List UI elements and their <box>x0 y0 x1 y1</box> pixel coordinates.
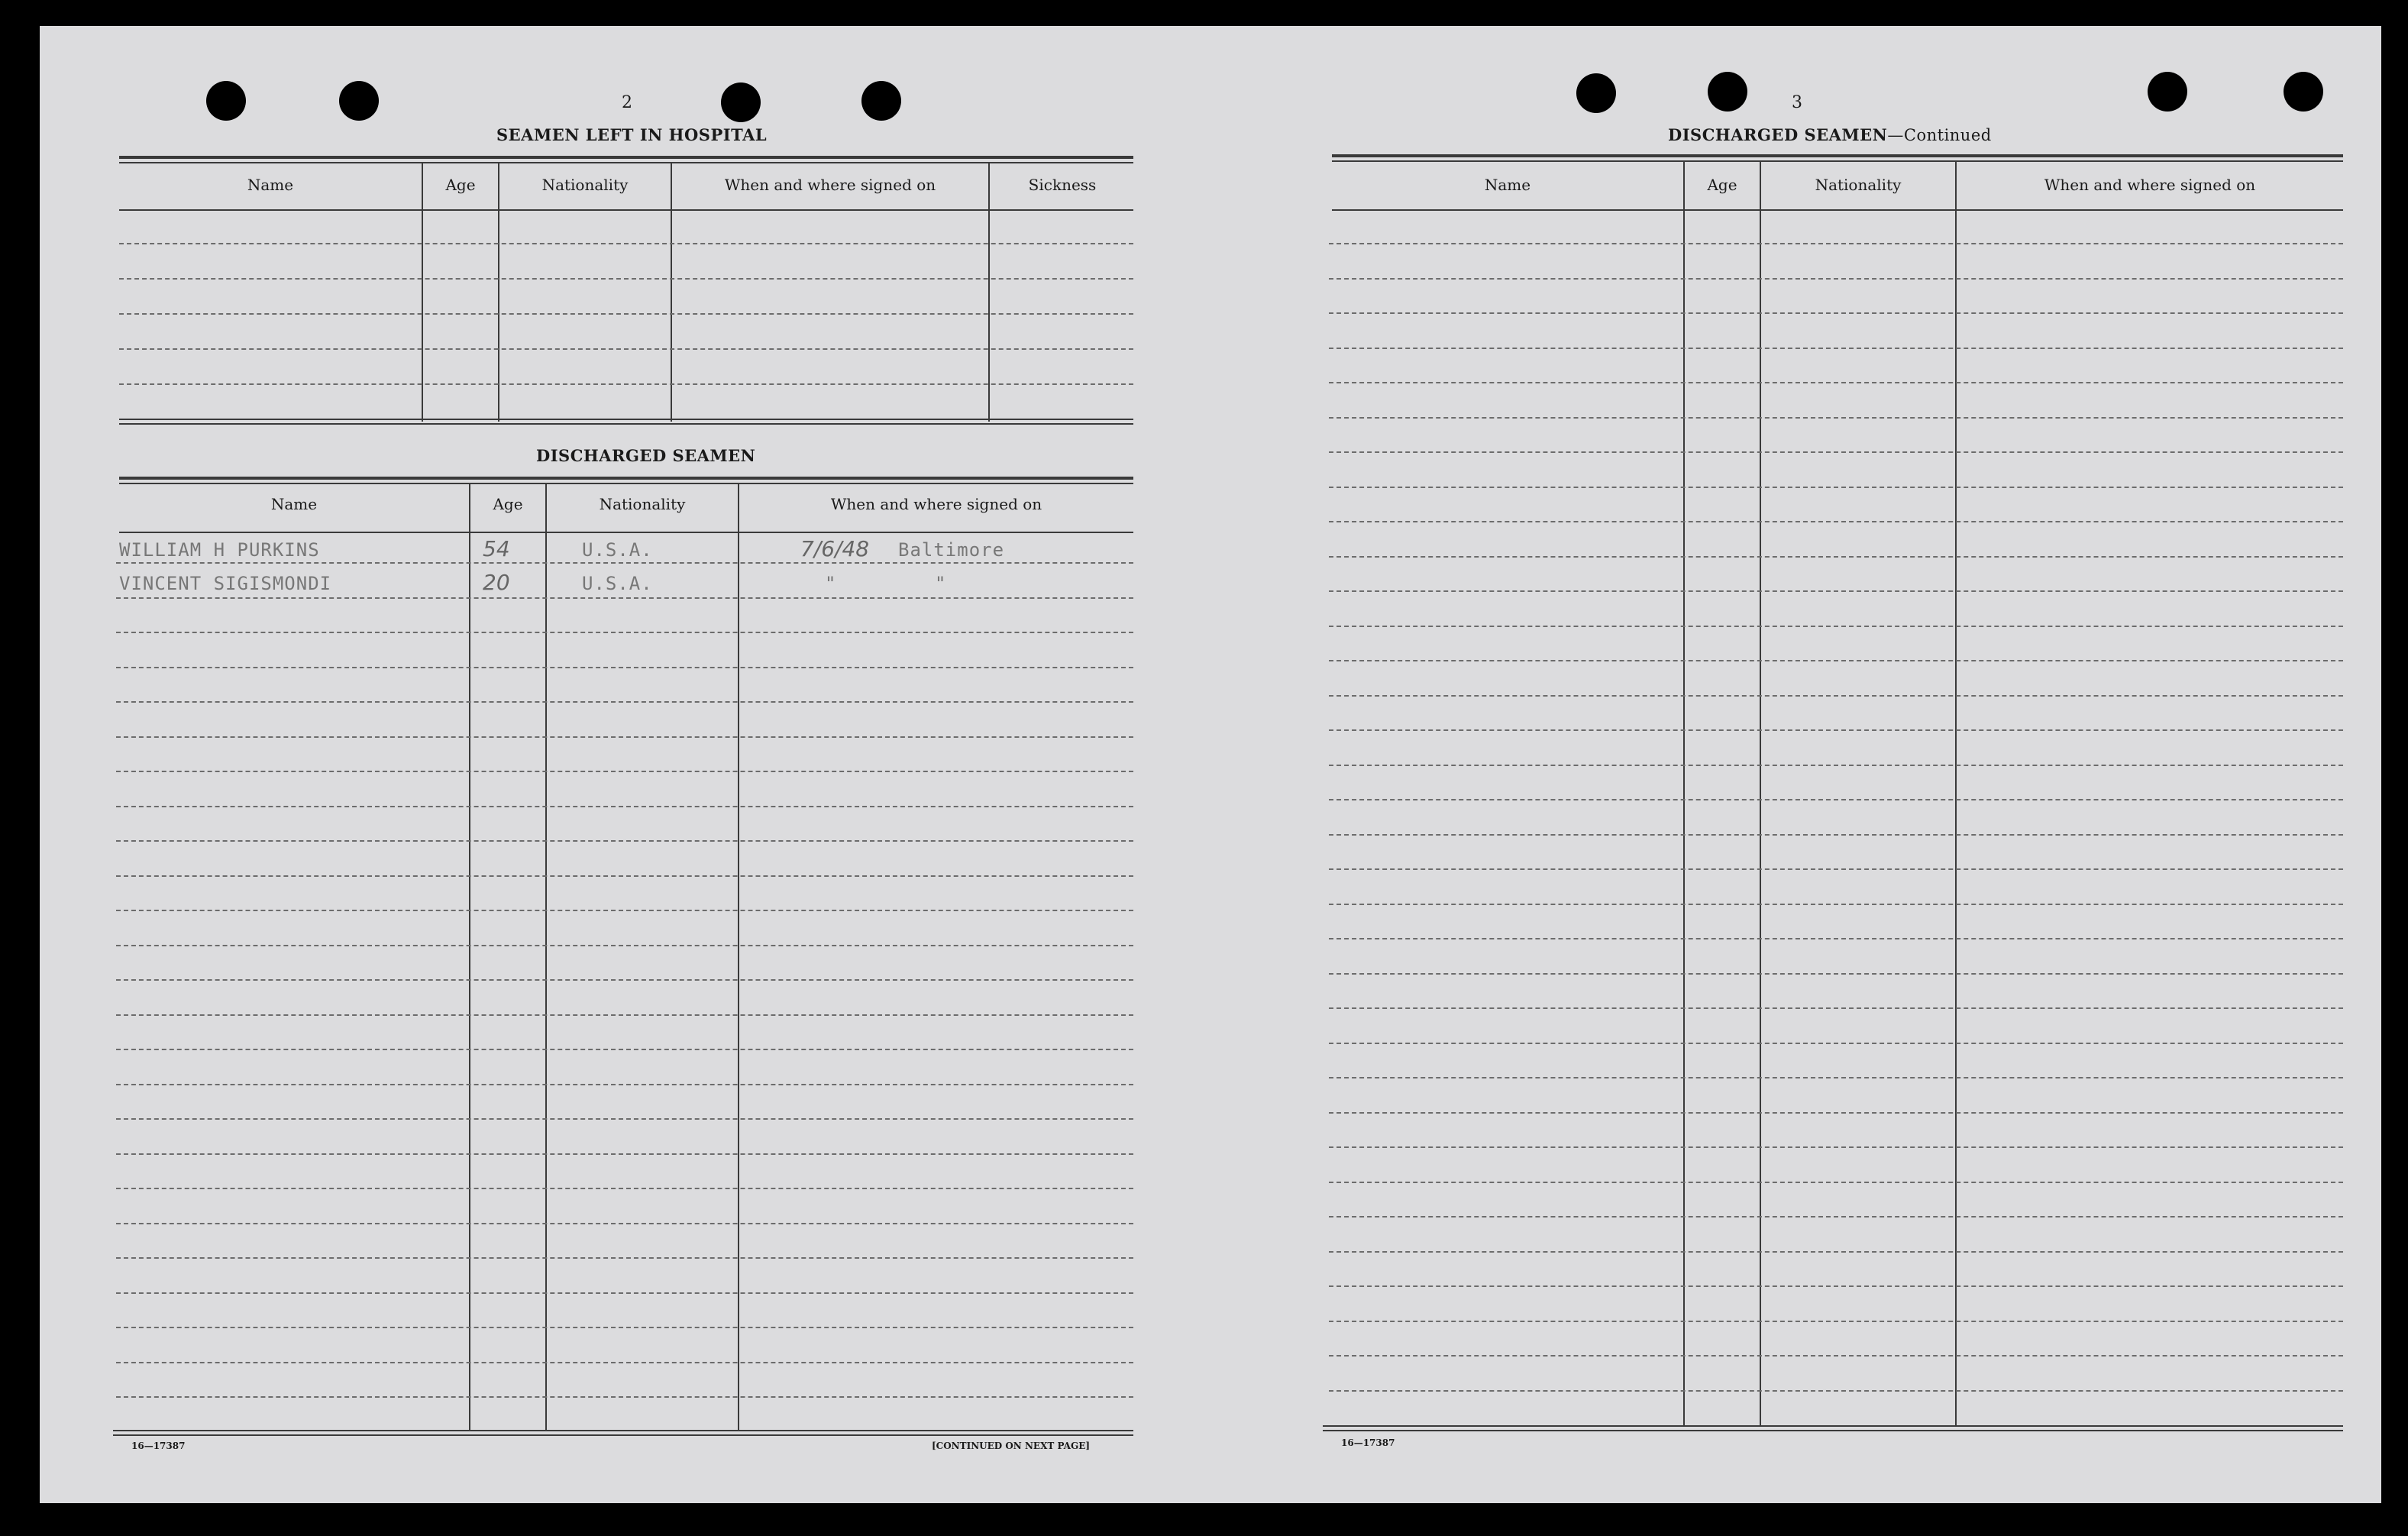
column-header-name: Name <box>270 495 318 513</box>
row-line <box>119 313 1133 315</box>
row-line <box>1329 417 2343 419</box>
row-line <box>1329 312 2343 314</box>
header-bottom-rule <box>1332 209 2343 211</box>
table-cell-name: WILLIAM H PURKINS <box>119 539 320 561</box>
row-line <box>116 1327 1133 1328</box>
column-header-name: Name <box>1484 176 1531 194</box>
row-line <box>116 632 1133 633</box>
row-line <box>116 1188 1133 1189</box>
row-line <box>116 910 1133 911</box>
form-number: 16—17387 <box>131 1441 186 1451</box>
column-header-when-where: When and where signed on <box>830 495 1042 513</box>
row-line <box>116 1292 1133 1294</box>
page-number: 2 <box>622 93 632 112</box>
page-number: 3 <box>1792 93 1802 112</box>
table-cell-age: 20 <box>483 570 510 595</box>
row-line <box>116 806 1133 807</box>
punch-hole <box>2148 72 2187 112</box>
row-line <box>1329 834 2343 836</box>
row-line <box>116 1257 1133 1259</box>
row-line <box>1329 660 2343 661</box>
punch-hole <box>721 82 761 122</box>
table-cell-age: 54 <box>483 536 510 561</box>
column-header-when-where: When and where signed on <box>724 176 936 194</box>
column-header-nationality: Nationality <box>1815 176 1902 194</box>
continued-note: [CONTINUED ON NEXT PAGE] <box>932 1441 1091 1451</box>
row-line <box>1329 1390 2343 1392</box>
punch-hole <box>206 81 246 121</box>
discharged-continued-title <box>1668 125 1992 144</box>
row-line <box>1329 1077 2343 1078</box>
left-page <box>40 26 1185 1503</box>
column-header-nationality: Nationality <box>541 176 629 194</box>
column-header-name: Name <box>247 176 294 194</box>
row-line <box>1329 938 2343 939</box>
column-divider <box>1955 162 1957 1427</box>
table-cell-date: " <box>825 573 837 594</box>
row-line <box>1329 973 2343 975</box>
punch-hole <box>339 81 379 121</box>
row-line <box>1329 487 2343 488</box>
row-line <box>116 1153 1133 1155</box>
row-line <box>116 875 1133 877</box>
row-line <box>1329 1043 2343 1044</box>
row-line <box>1329 243 2343 244</box>
punch-hole <box>2284 72 2323 112</box>
row-line <box>116 1396 1133 1398</box>
header-bottom-rule <box>119 209 1133 211</box>
row-line <box>116 1118 1133 1120</box>
table-cell-place: Baltimore <box>898 539 1005 561</box>
row-line <box>1329 1285 2343 1287</box>
table-top-rule <box>1332 154 2343 157</box>
column-header-when-where: When and where signed on <box>2044 176 2256 194</box>
title-suffix: —Continued <box>1887 126 1992 144</box>
header-bottom-rule <box>119 532 1133 533</box>
punch-hole <box>1576 73 1616 113</box>
row-line <box>1329 1007 2343 1009</box>
row-line <box>1329 1182 2343 1183</box>
row-line <box>1329 1321 2343 1322</box>
hospital-section-title: SEAMEN LEFT IN HOSPITAL <box>496 125 768 144</box>
row-line <box>116 1084 1133 1085</box>
table-top-rule <box>119 483 1133 484</box>
row-line <box>1329 729 2343 731</box>
row-line <box>116 945 1133 946</box>
table-cell-nationality: U.S.A. <box>582 573 653 594</box>
row-line <box>119 348 1133 350</box>
table-cell-name: VINCENT SIGISMONDI <box>119 573 332 594</box>
row-line <box>116 771 1133 772</box>
row-line <box>1329 521 2343 522</box>
column-divider <box>545 484 547 1431</box>
punch-hole <box>861 81 901 121</box>
row-line <box>119 278 1133 280</box>
column-header-age: Age <box>1707 176 1737 194</box>
table-bottom-rule <box>1323 1430 2343 1431</box>
row-line <box>1329 868 2343 870</box>
row-line <box>1329 1112 2343 1114</box>
row-line <box>116 701 1133 703</box>
column-divider <box>1683 162 1685 1427</box>
column-divider <box>469 484 470 1431</box>
column-header-age: Age <box>445 176 476 194</box>
row-line <box>119 383 1133 385</box>
right-page <box>1231 26 2381 1503</box>
row-line <box>1329 451 2343 453</box>
table-bottom-rule <box>113 1434 1133 1436</box>
row-line <box>116 840 1133 842</box>
row-line <box>116 1362 1133 1363</box>
row-line <box>116 1223 1133 1224</box>
row-line <box>1329 765 2343 766</box>
punch-hole <box>1708 72 1747 112</box>
row-line <box>116 562 1133 564</box>
row-line <box>1329 904 2343 905</box>
row-line <box>116 736 1133 738</box>
row-line <box>116 979 1133 981</box>
table-bottom-rule <box>1323 1425 2343 1427</box>
row-line <box>1329 626 2343 627</box>
row-line <box>1329 799 2343 800</box>
table-cell-place: " <box>935 573 947 594</box>
row-line <box>1329 382 2343 383</box>
row-line <box>1329 1355 2343 1357</box>
table-top-rule <box>119 156 1133 159</box>
row-line <box>116 597 1133 599</box>
row-line <box>1329 1216 2343 1217</box>
row-line <box>116 667 1133 668</box>
column-divider <box>738 484 739 1431</box>
discharged-section-title: DISCHARGED SEAMEN <box>536 446 756 465</box>
row-line <box>1329 590 2343 592</box>
row-line <box>1329 1251 2343 1253</box>
row-line <box>116 1049 1133 1050</box>
row-line <box>119 243 1133 244</box>
form-number: 16—17387 <box>1341 1437 1395 1448</box>
row-line <box>1329 695 2343 697</box>
table-top-rule <box>119 162 1133 163</box>
row-line <box>1329 348 2343 349</box>
column-header-nationality: Nationality <box>599 495 686 513</box>
row-line <box>1329 1146 2343 1148</box>
title-main: DISCHARGED SEAMEN <box>1668 125 1888 144</box>
table-cell-date: 7/6/48 <box>800 536 870 561</box>
column-header-age: Age <box>493 495 523 513</box>
table-top-rule <box>119 477 1133 480</box>
table-cell-nationality: U.S.A. <box>582 539 653 561</box>
row-line <box>1329 556 2343 558</box>
row-line <box>1329 278 2343 280</box>
column-header-sickness: Sickness <box>1028 176 1097 194</box>
row-line <box>116 1014 1133 1016</box>
table-bottom-rule <box>113 1430 1133 1431</box>
document-sheet <box>40 26 2381 1503</box>
table-bottom-rule <box>119 419 1133 420</box>
table-top-rule <box>1332 160 2343 162</box>
column-divider <box>1760 162 1761 1427</box>
table-bottom-rule <box>119 423 1133 425</box>
